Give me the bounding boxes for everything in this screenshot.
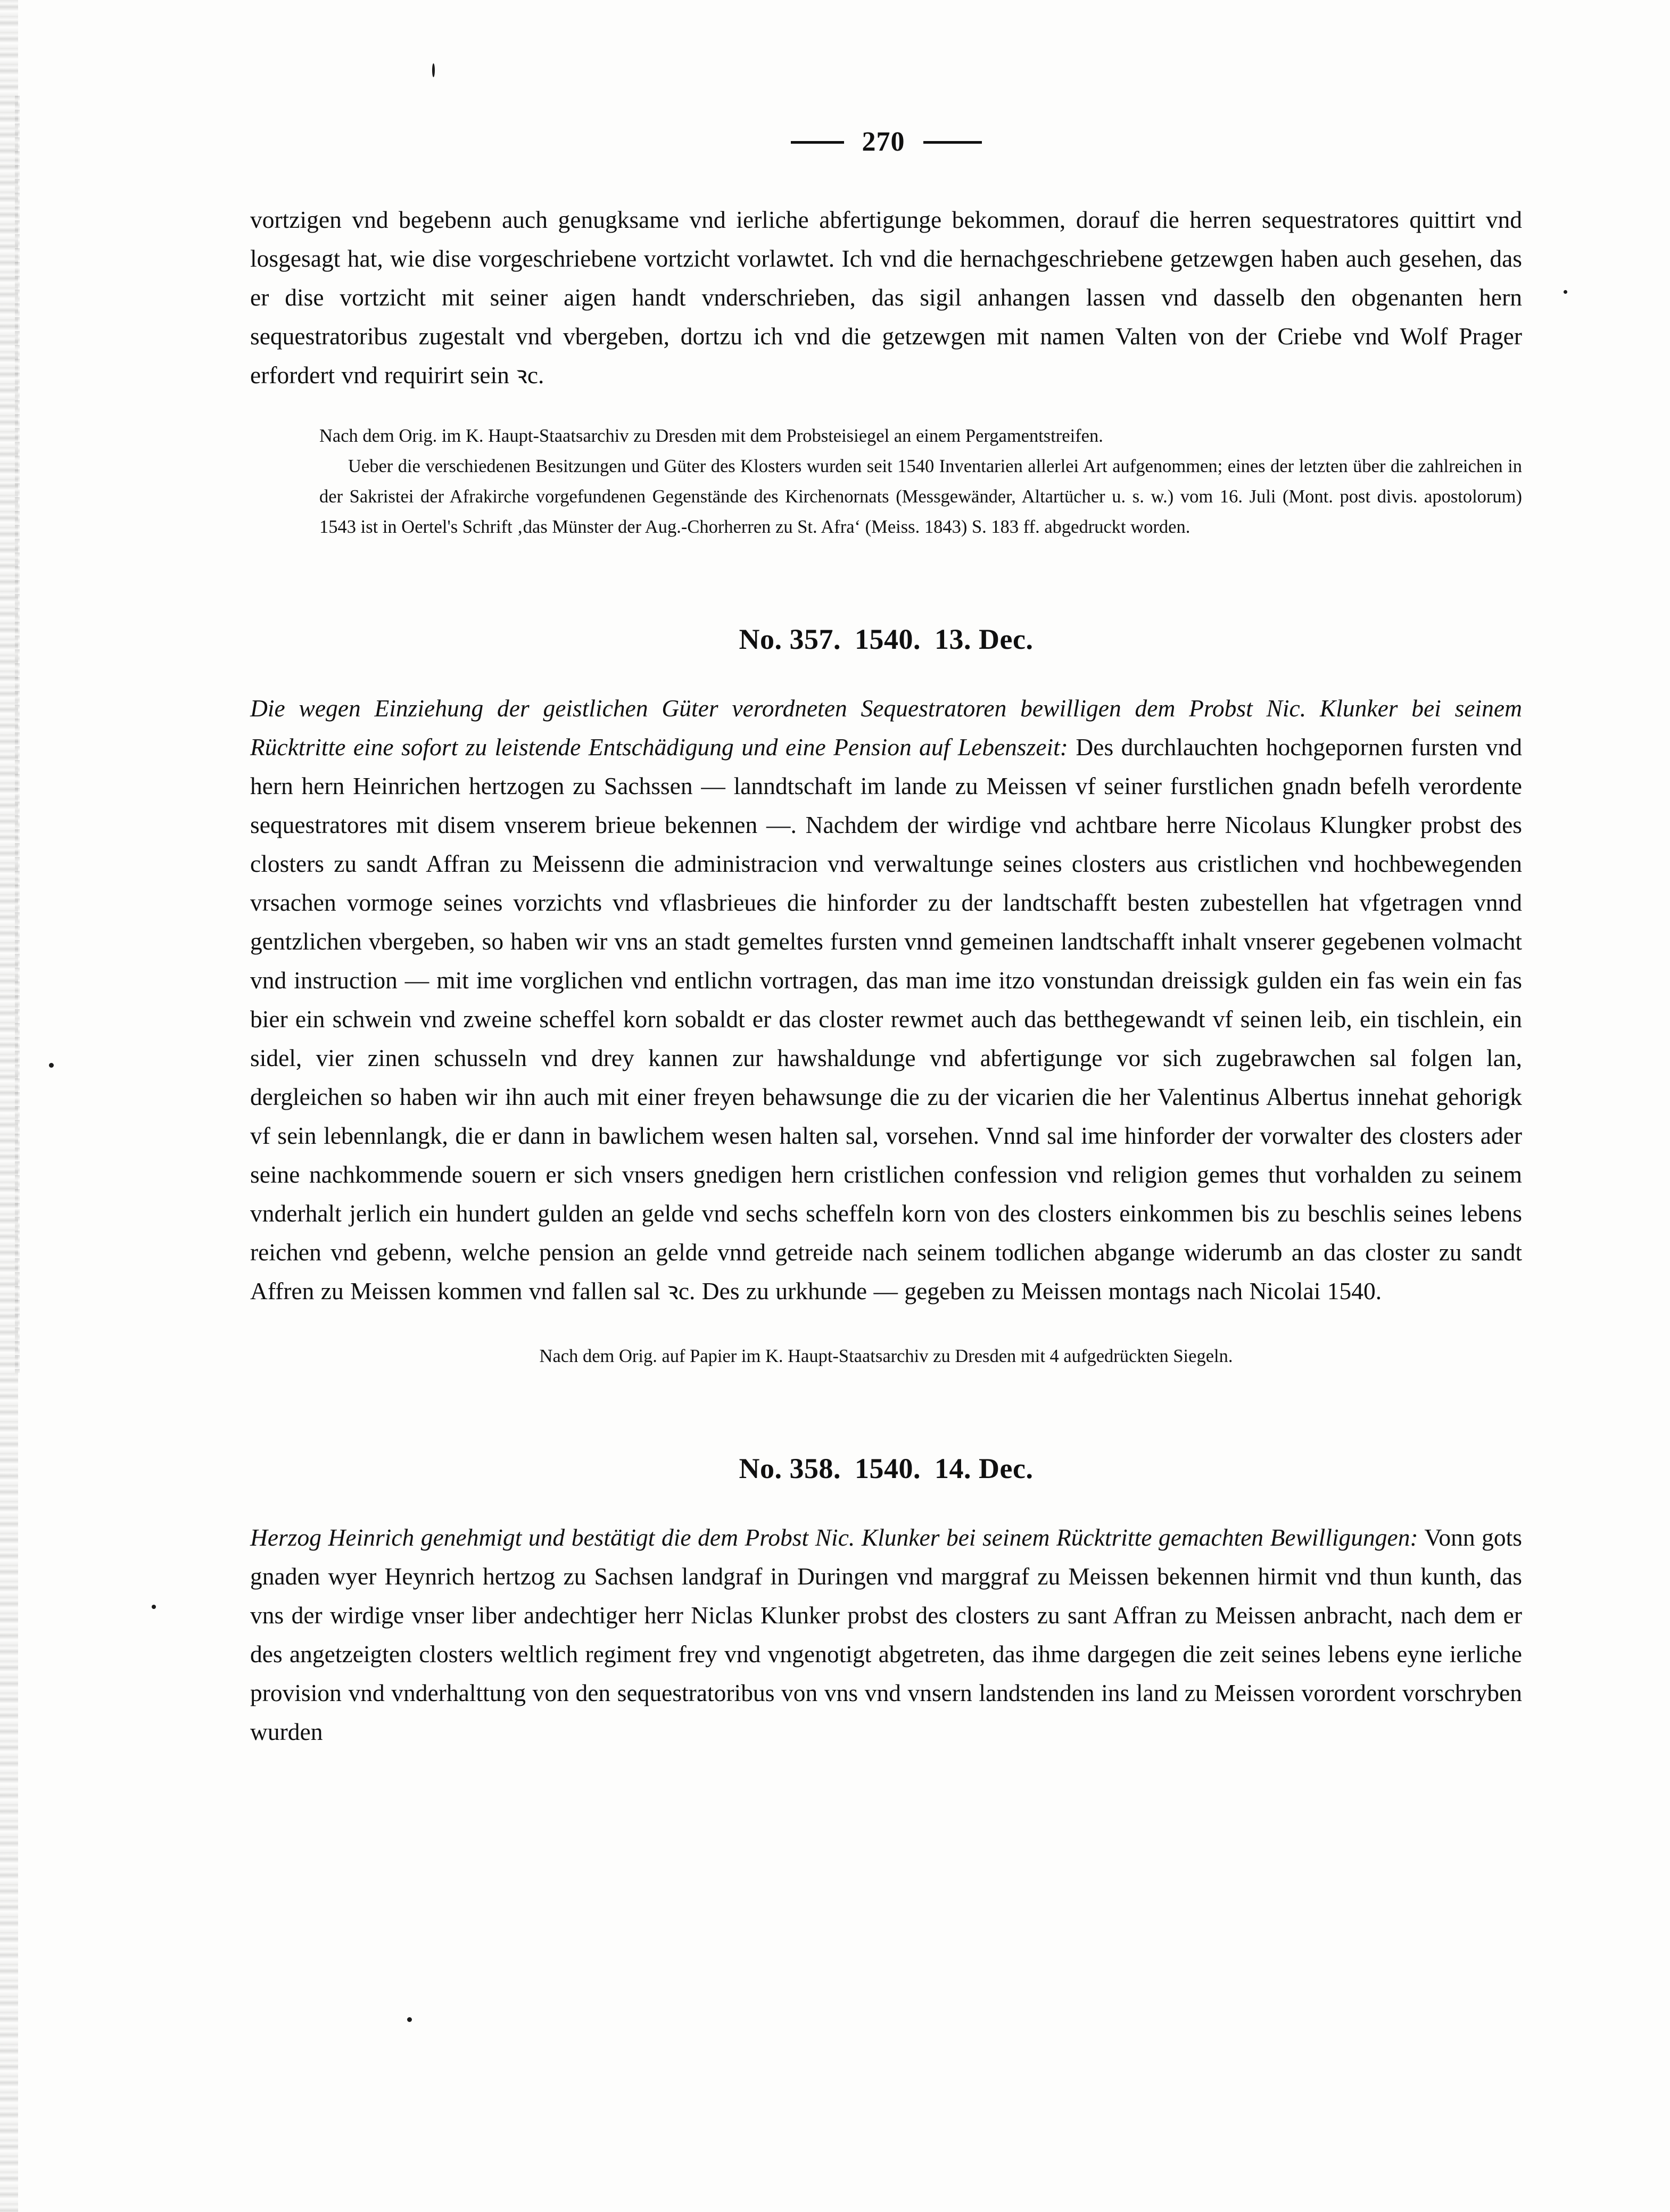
scan-speck [1564, 290, 1567, 294]
continued-document-body: vortzigen vnd begebenn auch genugksame vnd ierliche abfertigunge bekommen, dorauf die herren sequestratores quittirt vnd losgesagt hat, wie dise vorgeschriebene vortzicht vorlawtet. Ich vnd die hernachgeschriebene getzewgen haben auch gesehen, das er dise vortzicht mit seiner aigen handt vnderschrieben, das sigil anhangen lassen vnd dasselb den obgenanten hern sequestratoribus zugestalt vnd vbergeben, dortzu ich vnd die getzewgen mit namen Valten von der Criebe vnd Wolf Prager erfordert vnd requirirt sein ꝛc. [250, 206, 1522, 389]
document-358-body: Vonn gots gnaden wyer Heynrich hertzog zu Sachsen landgraf in Duringen vnd marggraf zu Meissen bekennen hirmit vnd thun kunth, das vns der wirdige vnser liber andechtiger herr Niclas Klunker probst des closters zu sant Affran zu Meissen anbracht, nach dem er des angetzeigten closters weltlich regiment frey vnd vngenotigt abgetreten, das ihme dargegen die zeit seines lebens eyne ierliche provision vnd vnderhalttung von den sequestratoribus von vns vnd vnsern landstenden ins land zu Meissen vorordent vorschryben wurden [250, 1523, 1522, 1745]
document-number: No. 357. [739, 623, 841, 655]
document-date: 14. Dec. [935, 1452, 1034, 1484]
page-number: 270 [862, 127, 905, 157]
document-heading-357 [250, 622, 1522, 657]
document-number: No. 358. [739, 1452, 841, 1484]
rule-left-decoration [791, 141, 844, 144]
document-357-regest: Die wegen Einziehung der geistlichen Güter verordneten Sequestratoren bewilligen dem Probst Nic. Klunker bei seinem Rücktritte eine sofort zu leistende Entschädigung und eine Pension auf Lebenszeit: [250, 694, 1522, 761]
document-357-source-note: Nach dem Orig. auf Papier im K. Haupt-Staatsarchiv zu Dresden mit 4 aufgedrückten Siegeln. [539, 1346, 1233, 1366]
document-heading-358 [250, 1451, 1522, 1486]
scan-edge-artifact-secondary [15, 96, 20, 1373]
rule-right-decoration [923, 141, 982, 144]
document-358-regest: Herzog Heinrich genehmigt und bestätigt die dem Probst Nic. Klunker bei seinem Rücktritte gemachten Bewilligungen: [250, 1523, 1418, 1551]
source-note: Nach dem Orig. im K. Haupt-Staatsarchiv zu Dresden mit dem Probsteisiegel an einem Pergamentstreifen. [319, 426, 1103, 446]
document-date: 13. Dec. [935, 623, 1034, 655]
page-content [250, 0, 1522, 1751]
running-head [250, 123, 1522, 161]
document-year: 1540. [855, 1452, 921, 1484]
scan-speck [152, 1605, 156, 1609]
scan-speck [407, 2017, 412, 2022]
document-year: 1540. [855, 623, 921, 655]
continued-document-notes [250, 421, 1522, 542]
document-357-body: Des durchlauchten hochgepornen fursten vnd hern hern Heinrichen hertzogen zu Sachssen — lanndtschaft im lande zu Meissen vf seiner furstlichen gnadn befelh verordente sequestratores mit disem vnserem brieue bekennen —. Nachdem der wirdige vnd achtbare herre Nicolaus Klungker probst des closters zu sandt Affran zu Meissenn die administracion vnd verwaltunge seines closters aus cristlichen vnd hochbewegenden vrsachen vormoge seines vorzichts vnd vflasbrieues die hinforder zu der landtschafft besten zubestellen hat vfgetragen vnnd gentzlichen vbergeben, so haben wir vns an stadt gemeltes fursten vnnd gemeinen landtschafft inhalt vnserer gegebenen volmacht vnd instruction — mit ime vorglichen vnd entlichn vortragen, das man ime itzo vonstundan dreissigk gulden ein fas wein ein fas bier ein schwein vnd zweine scheffel korn sobaldt er das closter rewmet auch das betthegewandt vf seinen leib, ein tischlein, ein sidel, vier zinen schusseln vnd drey kannen zur hawshaldunge vnd abfertigunge vor sich zugebrawchen sal folgen lan, dergleichen so haben wir ihn auch mit einer freyen behawsunge die zu der vicarien die her Valentinus Albertus innehat gehorigk vf sein lebennlangk, die er dann in bawlichem wesen halten sal, vorsehen. Vnnd sal ime hinforder der vorwalter des closters ader seine nachkommende souern er sich vnsers gnedigen hern cristlichen confession vnd religion gemes thut vorhalden zu seinem vnderhalt jerlich ein hundert gulden an gelde vnd sechs scheffeln korn von des closters einkommen bis zu beschlis seines lebens reichen vnd gebenn, welche pension an gelde vnnd getreide nach seinem todlichen abgange widerumb an das closter zu sandt Affren zu Meissen kommen vnd fallen sal ꝛc. Des zu urkhunde — gegeben zu Meissen montags nach Nicolai 1540. [250, 733, 1522, 1305]
scan-speck [49, 1063, 54, 1068]
document-357-text [250, 689, 1522, 1310]
document-358-text [250, 1518, 1522, 1751]
editorial-commentary: Ueber die verschiedenen Besitzungen und Güter des Klosters wurden seit 1540 Inventarien allerlei Art aufgenommen; eines der letzten über die zahlreichen in der Sakristei der Afrakirche vorgefundenen Gegenstände des Kirchenornats (Messgewänder, Altartücher u. s. w.) vom 16. Juli (Mont. post divis. apostolorum) 1543 ist in Oertel's Schrift ‚das Münster der Aug.-Chorherren zu St. Afra‘ (Meiss. 1843) S. 183 ff. abgedruckt worden. [319, 456, 1522, 537]
